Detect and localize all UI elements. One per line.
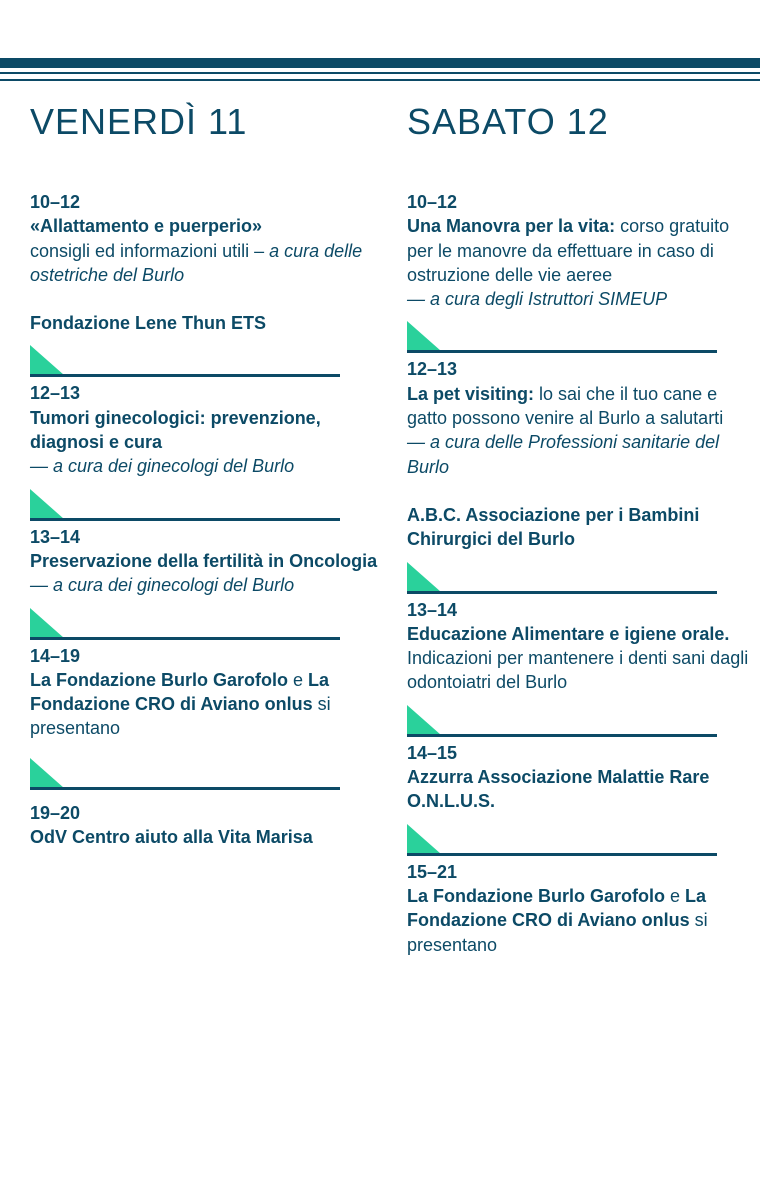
event-text: e: [665, 885, 686, 906]
separator-rule: [30, 787, 340, 790]
event-time: 10–12: [30, 192, 81, 212]
event-title: Fondazione Lene Thun ETS: [30, 313, 266, 334]
triangle-icon: [407, 321, 441, 351]
separator: [407, 697, 717, 737]
separator: [30, 600, 340, 640]
triangle-icon: [30, 345, 64, 375]
friday-title: VENERDÌ 11: [30, 101, 248, 142]
event-time: 10–12: [407, 192, 458, 212]
event-time: 14–19: [30, 645, 81, 666]
event-text: corso gratuito per le manovre da effettuare in caso di ostruzione delle vie aeree: [407, 216, 730, 285]
event-title: A.B.C. Associazione per i Bambini Chirurgici del Burlo: [407, 504, 700, 550]
event-title: La Fondazione CRO di Aviano onlus: [30, 669, 330, 715]
event-credit: — a cura delle Professioni sanitarie del Burlo: [407, 432, 720, 477]
event-credit: — a cura dei ginecologi del Burlo: [30, 575, 295, 596]
event-14-15: [407, 741, 757, 814]
event-12-13: [407, 357, 757, 551]
triangle-icon: [407, 824, 441, 854]
event-credit: — a cura dei ginecologi del Burlo: [30, 456, 295, 477]
event-text: e: [288, 669, 309, 690]
event-time: 12–13: [30, 383, 81, 404]
event-15-21: [407, 860, 757, 957]
separator-rule: [407, 853, 717, 856]
triangle-icon: [30, 608, 64, 638]
event-title: Tumori ginecologici: prevenzione, diagnosi e cura: [30, 407, 321, 453]
event-12-13: [30, 381, 380, 478]
event-13-14: [407, 598, 757, 695]
event-title: Una Manovra per la vita:: [407, 216, 616, 237]
separator-rule: [30, 637, 340, 640]
separator: [30, 337, 340, 377]
event-text: si presentano: [30, 694, 331, 739]
event-14-19: [30, 644, 380, 748]
event-title: La Fondazione Burlo Garofolo: [30, 669, 288, 690]
event-title: La pet visiting:: [407, 383, 535, 404]
saturday-column: [407, 100, 757, 957]
event-credit: a cura delle ostetriche del Burlo: [30, 240, 363, 285]
separator-rule: [407, 591, 717, 594]
event-title: Preservazione della fertilità in Oncologia: [30, 550, 378, 571]
separator: [407, 554, 717, 594]
separator-rule: [30, 374, 340, 377]
event-text: consigli ed informazioni utili –: [30, 240, 270, 261]
separator: [407, 313, 717, 353]
event-title: Educazione Alimentare e igiene orale.: [407, 623, 730, 644]
event-description: [407, 382, 757, 431]
event-title: Azzurra Associazione Malattie Rare O.N.L.U.S.: [407, 767, 710, 812]
event-title: «Allattamento e puerperio»: [30, 216, 263, 237]
event-description: [407, 214, 757, 287]
event-text: lo sai che il tuo cane e gatto possono venire al Burlo a salutarti: [407, 383, 724, 429]
triangle-icon: [30, 758, 64, 788]
triangle-icon: [30, 489, 64, 519]
event-description: [30, 668, 380, 741]
header-stripe-thick: [0, 58, 760, 68]
event-10-12: [30, 190, 380, 335]
event-description: [407, 622, 757, 695]
event-13-14: [30, 525, 380, 598]
event-time: 19–20: [30, 802, 81, 823]
event-time: 13–14: [30, 526, 81, 547]
separator: [30, 750, 340, 790]
event-10-12: [407, 190, 757, 311]
header-stripe-thin: [0, 72, 760, 74]
event-title: La Fondazione Burlo Garofolo: [407, 885, 665, 906]
separator: [407, 816, 717, 856]
event-title: OdV Centro aiuto alla Vita Marisa: [30, 827, 313, 848]
event-title: La Fondazione CRO di Aviano onlus: [407, 885, 707, 931]
saturday-title: SABATO 12: [407, 101, 609, 142]
event-text: si presentano: [407, 910, 708, 955]
separator: [30, 481, 340, 521]
event-time: 14–15: [407, 742, 458, 763]
separator-rule: [407, 734, 717, 737]
separator-rule: [407, 350, 717, 353]
header-stripe-thin: [0, 79, 760, 81]
event-19-20: [30, 794, 380, 850]
event-description: [30, 239, 380, 288]
separator-rule: [30, 518, 340, 521]
triangle-icon: [407, 705, 441, 735]
friday-column: [30, 100, 380, 849]
event-description: [407, 884, 757, 957]
event-time: 12–13: [407, 359, 458, 380]
triangle-icon: [407, 562, 441, 592]
event-credit: — a cura degli Istruttori SIMEUP: [407, 289, 668, 310]
event-time: 13–14: [407, 599, 458, 620]
event-text: Indicazioni per mantenere i denti sani dagli odontoiatri del Burlo: [407, 648, 749, 693]
event-time: 15–21: [407, 861, 458, 882]
